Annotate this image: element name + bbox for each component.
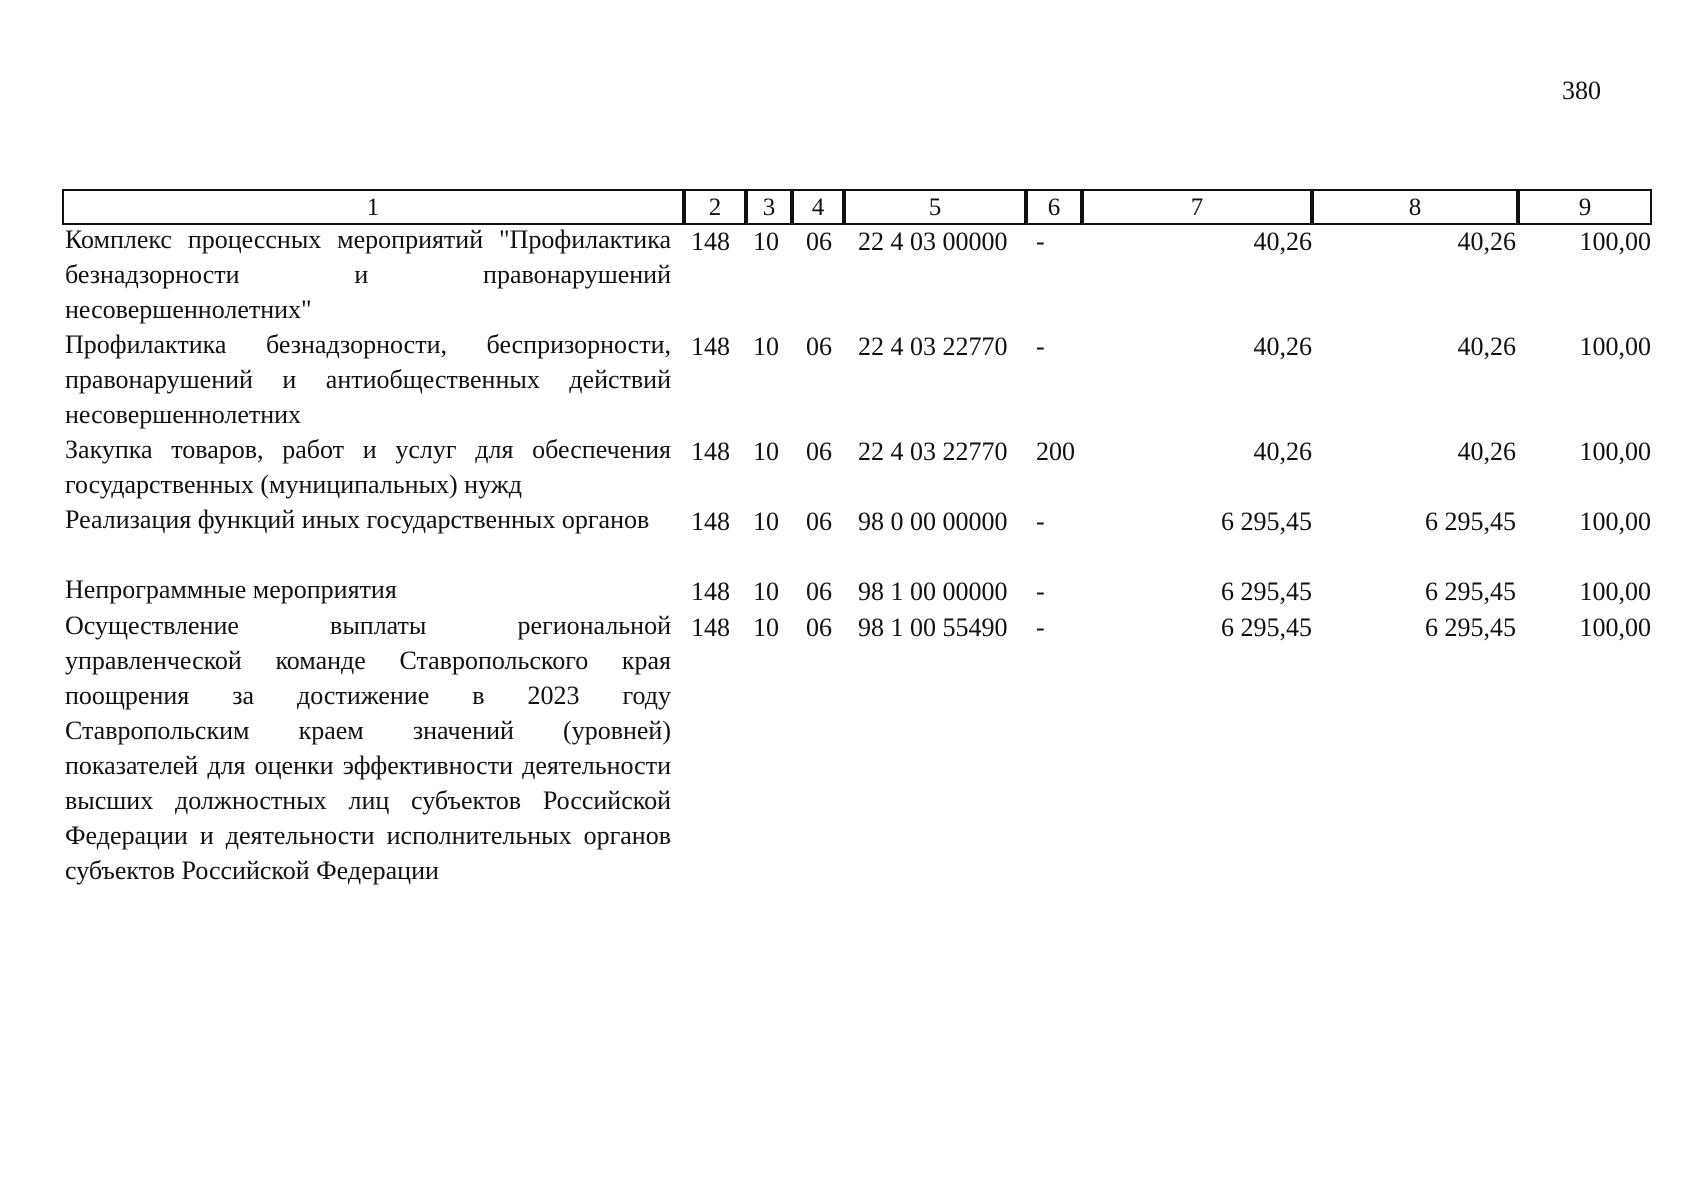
cell-col-5: 22 4 03 00000 (858, 227, 1008, 256)
cell-col-4: 06 (806, 332, 832, 361)
cell-col-6: - (1036, 577, 1045, 606)
cell-col-5: 98 0 00 00000 (858, 507, 1008, 536)
table-header (62, 189, 1652, 225)
cell-col-5: 22 4 03 22770 (858, 437, 1008, 466)
cell-col-3: 10 (753, 227, 779, 256)
cell-col-8: 40,26 (1457, 437, 1516, 466)
cell-col-6: - (1036, 507, 1045, 536)
cell-col-2: 148 (691, 332, 730, 361)
cell-col-4: 06 (806, 507, 832, 536)
cell-col-9: 100,00 (1579, 613, 1651, 642)
cell-col-4: 06 (806, 227, 832, 256)
cell-col-4: 06 (806, 437, 832, 466)
cell-col-3: 10 (753, 577, 779, 606)
cell-col-9: 100,00 (1579, 332, 1651, 361)
header-cell-7: 7 (1082, 189, 1312, 225)
cell-col-2: 148 (691, 227, 730, 256)
cell-col-3: 10 (753, 437, 779, 466)
cell-col-7: 6 295,45 (1221, 507, 1312, 536)
cell-col-8: 6 295,45 (1425, 507, 1516, 536)
cell-col-8: 6 295,45 (1425, 577, 1516, 606)
table-row (0, 327, 1696, 432)
cell-col-6: - (1036, 613, 1045, 642)
header-cell-5: 5 (844, 189, 1026, 225)
cell-col-4: 06 (806, 577, 832, 606)
cell-col-2: 148 (691, 507, 730, 536)
cell-col-8: 6 295,45 (1425, 613, 1516, 642)
cell-col-3: 10 (753, 332, 779, 361)
header-cell-9: 9 (1518, 189, 1652, 225)
cell-col-9: 100,00 (1579, 227, 1651, 256)
cell-col-8: 40,26 (1457, 227, 1516, 256)
cell-col-6: - (1036, 227, 1045, 256)
cell-col-3: 10 (753, 613, 779, 642)
cell-col-5: 22 4 03 22770 (858, 332, 1008, 361)
header-cell-8: 8 (1312, 189, 1518, 225)
table-row (0, 432, 1696, 502)
header-cell-2: 2 (684, 189, 746, 225)
cell-col-9: 100,00 (1579, 577, 1651, 606)
table-row (0, 502, 1696, 572)
page-number: 380 (1562, 76, 1601, 105)
cell-col-7: 40,26 (1253, 227, 1312, 256)
row-name: Закупка товаров, работ и услуг для обеспечения государственных (муниципальных) нужд (65, 435, 671, 499)
cell-col-2: 148 (691, 577, 730, 606)
header-cell-3: 3 (746, 189, 792, 225)
row-name: Осуществление выплаты региональной управленческой команде Ставропольского края поощрения за достижение в 2023 году Ставропольским краем значений (уровней) показателей для оценки эффективности деятельности высших должностных лиц субъектов Российской Федерации и деятельности исполнительных органов субъектов Российской Федерации (65, 611, 671, 885)
cell-col-6: 200 (1036, 437, 1075, 466)
table-row (0, 608, 1696, 923)
header-cell-6: 6 (1026, 189, 1082, 225)
cell-col-4: 06 (806, 613, 832, 642)
cell-col-6: - (1036, 332, 1045, 361)
cell-col-3: 10 (753, 507, 779, 536)
row-name: Реализация функций иных государственных органов (65, 505, 650, 534)
cell-col-9: 100,00 (1579, 437, 1651, 466)
cell-col-8: 40,26 (1457, 332, 1516, 361)
header-cell-1: 1 (62, 189, 684, 225)
row-name: Профилактика безнадзорности, беспризорности, правонарушений и антиобщественных действий несовершеннолетних (65, 330, 671, 429)
cell-col-5: 98 1 00 00000 (858, 577, 1008, 606)
cell-col-7: 6 295,45 (1221, 613, 1312, 642)
cell-col-7: 6 295,45 (1221, 577, 1312, 606)
cell-col-2: 148 (691, 437, 730, 466)
table-row (0, 572, 1696, 608)
cell-col-7: 40,26 (1253, 437, 1312, 466)
cell-col-7: 40,26 (1253, 332, 1312, 361)
header-cell-4: 4 (792, 189, 844, 225)
table-body (0, 222, 1696, 923)
cell-col-5: 98 1 00 55490 (858, 613, 1008, 642)
cell-col-9: 100,00 (1579, 507, 1651, 536)
table-row (0, 222, 1696, 327)
cell-col-2: 148 (691, 613, 730, 642)
row-name: Непрограммные мероприятия (65, 575, 397, 604)
row-name: Комплекс процессных мероприятий "Профилактика безнадзорности и правонарушений несовершеннолетних" (65, 225, 671, 324)
